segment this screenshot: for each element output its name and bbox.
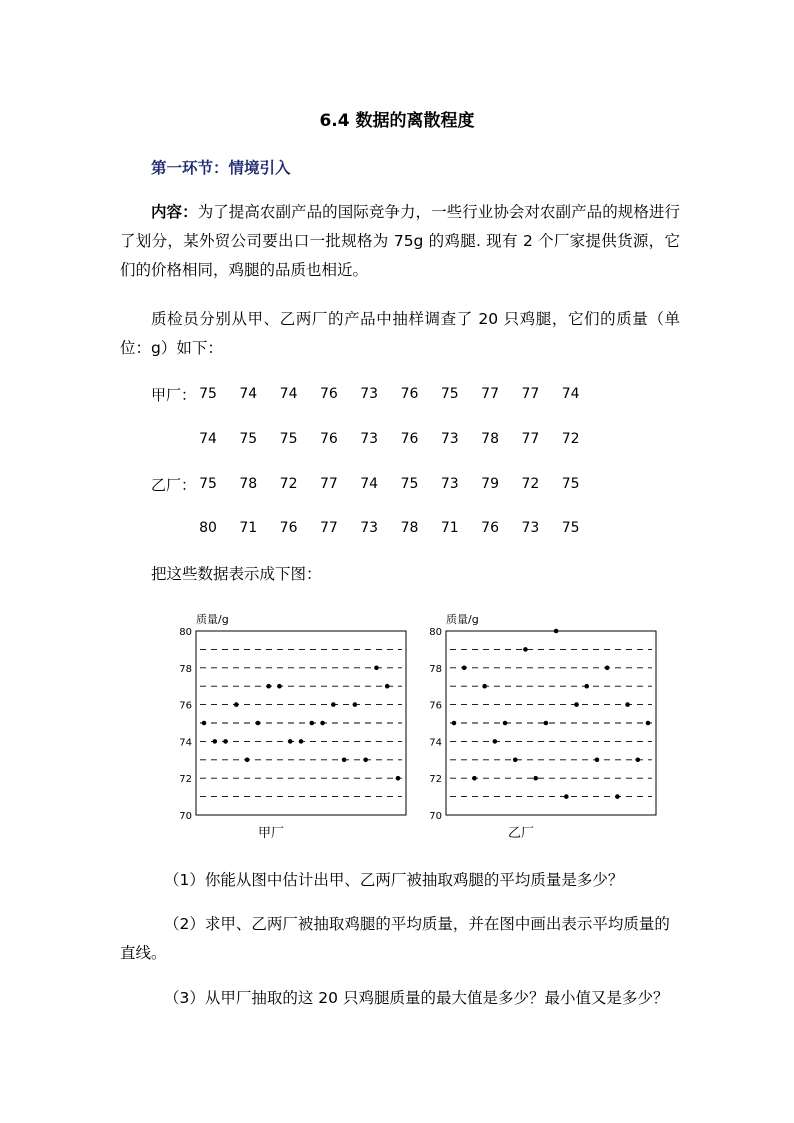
data-point	[309, 721, 314, 726]
chart-intro: 把这些数据表示成下图：	[151, 565, 322, 583]
y-tick-label: 74	[179, 737, 192, 749]
data-value: 74	[561, 386, 580, 402]
data-value: 73	[440, 476, 459, 492]
y-axis-label: 质量/g	[446, 613, 479, 626]
data-value: 75	[279, 431, 298, 447]
data-value: 73	[360, 520, 379, 536]
data-point	[544, 721, 549, 726]
data-value: 75	[239, 431, 258, 447]
data-point	[374, 666, 379, 671]
data-value: 75	[561, 520, 580, 536]
intro-text: 为了提高农副产品的国际竞争力，一些行业协会对农副产品的规格进行了划分，某外贸公司要出口一批规格为 75g 的鸡腿. 现有 2 个厂家提供货源，它们的价格相同，鸡腿的品质也相近。	[120, 203, 680, 279]
data-point	[482, 684, 487, 689]
data-point	[533, 776, 538, 781]
data-value: 72	[279, 476, 298, 492]
data-value: 76	[400, 431, 419, 447]
data-point	[342, 758, 347, 763]
data-point	[635, 758, 640, 763]
data-point	[625, 702, 630, 707]
sample-paragraph: 质检员分别从甲、乙两厂的产品中抽样调查了 20 只鸡腿，它们的质量（单位：g）如下：	[120, 310, 680, 357]
y-tick-label: 70	[179, 811, 192, 822]
data-point	[503, 721, 508, 726]
data-point	[595, 758, 600, 763]
y-tick-label: 72	[179, 774, 192, 786]
data-value: 75	[561, 476, 580, 492]
y-tick-label: 76	[179, 700, 192, 712]
data-point	[605, 666, 610, 671]
data-point	[574, 702, 579, 707]
intro-label: 内容：	[151, 203, 198, 221]
question-2: （2）求甲、乙两厂被抽取鸡腿的平均质量，并在图中画出表示平均质量的直线。	[120, 915, 670, 962]
data-value: 80	[199, 520, 217, 536]
data-point	[202, 721, 207, 726]
data-point	[513, 758, 518, 763]
data-value: 78	[400, 520, 419, 536]
factory-b-label: 乙厂：	[151, 476, 197, 494]
data-value: 75	[440, 386, 459, 402]
data-value: 72	[521, 476, 540, 492]
y-tick-label: 80	[179, 627, 192, 638]
data-point	[256, 721, 261, 726]
data-point	[385, 684, 390, 689]
data-value: 71	[239, 520, 258, 536]
data-value: 75	[400, 476, 419, 492]
y-tick-label: 74	[429, 737, 442, 749]
data-value: 75	[199, 476, 217, 492]
data-value: 76	[279, 520, 298, 536]
data-point	[615, 794, 620, 799]
data-point	[223, 739, 228, 744]
y-tick-label: 70	[429, 811, 442, 822]
data-point	[452, 721, 457, 726]
data-value: 77	[319, 520, 338, 536]
data-point	[266, 684, 271, 689]
data-value: 77	[521, 431, 540, 447]
data-value: 73	[360, 431, 379, 447]
chart-factory-a	[170, 605, 420, 845]
chart-factory-b	[420, 605, 670, 845]
chart-title: 甲厂	[257, 826, 285, 841]
data-value: 76	[400, 386, 419, 402]
data-value: 73	[521, 520, 540, 536]
data-value: 73	[360, 386, 379, 402]
data-value: 74	[279, 386, 298, 402]
data-point	[564, 794, 569, 799]
data-value: 71	[440, 520, 459, 536]
question-3: （3）从甲厂抽取的这 20 只鸡腿质量的最大值是多少？最小值又是多少？	[164, 989, 669, 1007]
question-1: （1）你能从图中估计出甲、乙两厂被抽取鸡腿的平均质量是多少？	[164, 871, 624, 889]
data-point	[234, 702, 239, 707]
data-value: 76	[481, 520, 499, 536]
data-point	[363, 758, 368, 763]
y-tick-label: 72	[429, 774, 442, 786]
data-value: 75	[199, 386, 217, 402]
data-point	[299, 739, 304, 744]
chart-title: 乙厂	[507, 826, 535, 841]
data-point	[462, 666, 467, 671]
data-point	[554, 629, 559, 634]
data-value: 76	[319, 431, 338, 447]
data-point	[288, 739, 293, 744]
data-value: 79	[481, 476, 499, 492]
data-point	[523, 647, 528, 652]
data-value: 73	[440, 431, 459, 447]
data-point	[320, 721, 325, 726]
y-axis-label: 质量/g	[196, 613, 229, 626]
data-point	[212, 739, 217, 744]
data-value: 76	[319, 386, 338, 402]
page-title: 6.4 数据的离散程度	[319, 111, 475, 131]
data-point	[245, 758, 250, 763]
data-value: 77	[319, 476, 338, 492]
data-point	[584, 684, 589, 689]
data-point	[396, 776, 401, 781]
intro-paragraph	[120, 198, 680, 285]
data-point	[277, 684, 282, 689]
data-value: 77	[521, 386, 540, 402]
data-value: 78	[481, 431, 499, 447]
data-point	[493, 739, 498, 744]
y-tick-label: 78	[429, 663, 442, 675]
data-point	[646, 721, 651, 726]
factory-a-label: 甲厂：	[151, 386, 197, 404]
y-tick-label: 78	[179, 663, 192, 675]
data-value: 77	[481, 386, 499, 402]
y-tick-label: 76	[429, 700, 442, 712]
data-value: 72	[561, 431, 580, 447]
data-point	[353, 702, 358, 707]
data-value: 74	[199, 431, 217, 447]
data-value: 78	[239, 476, 258, 492]
data-value: 74	[239, 386, 258, 402]
data-point	[472, 776, 477, 781]
data-point	[331, 702, 336, 707]
section-heading: 第一环节：情境引入	[151, 159, 291, 177]
y-tick-label: 80	[429, 627, 442, 638]
data-value: 74	[360, 476, 379, 492]
